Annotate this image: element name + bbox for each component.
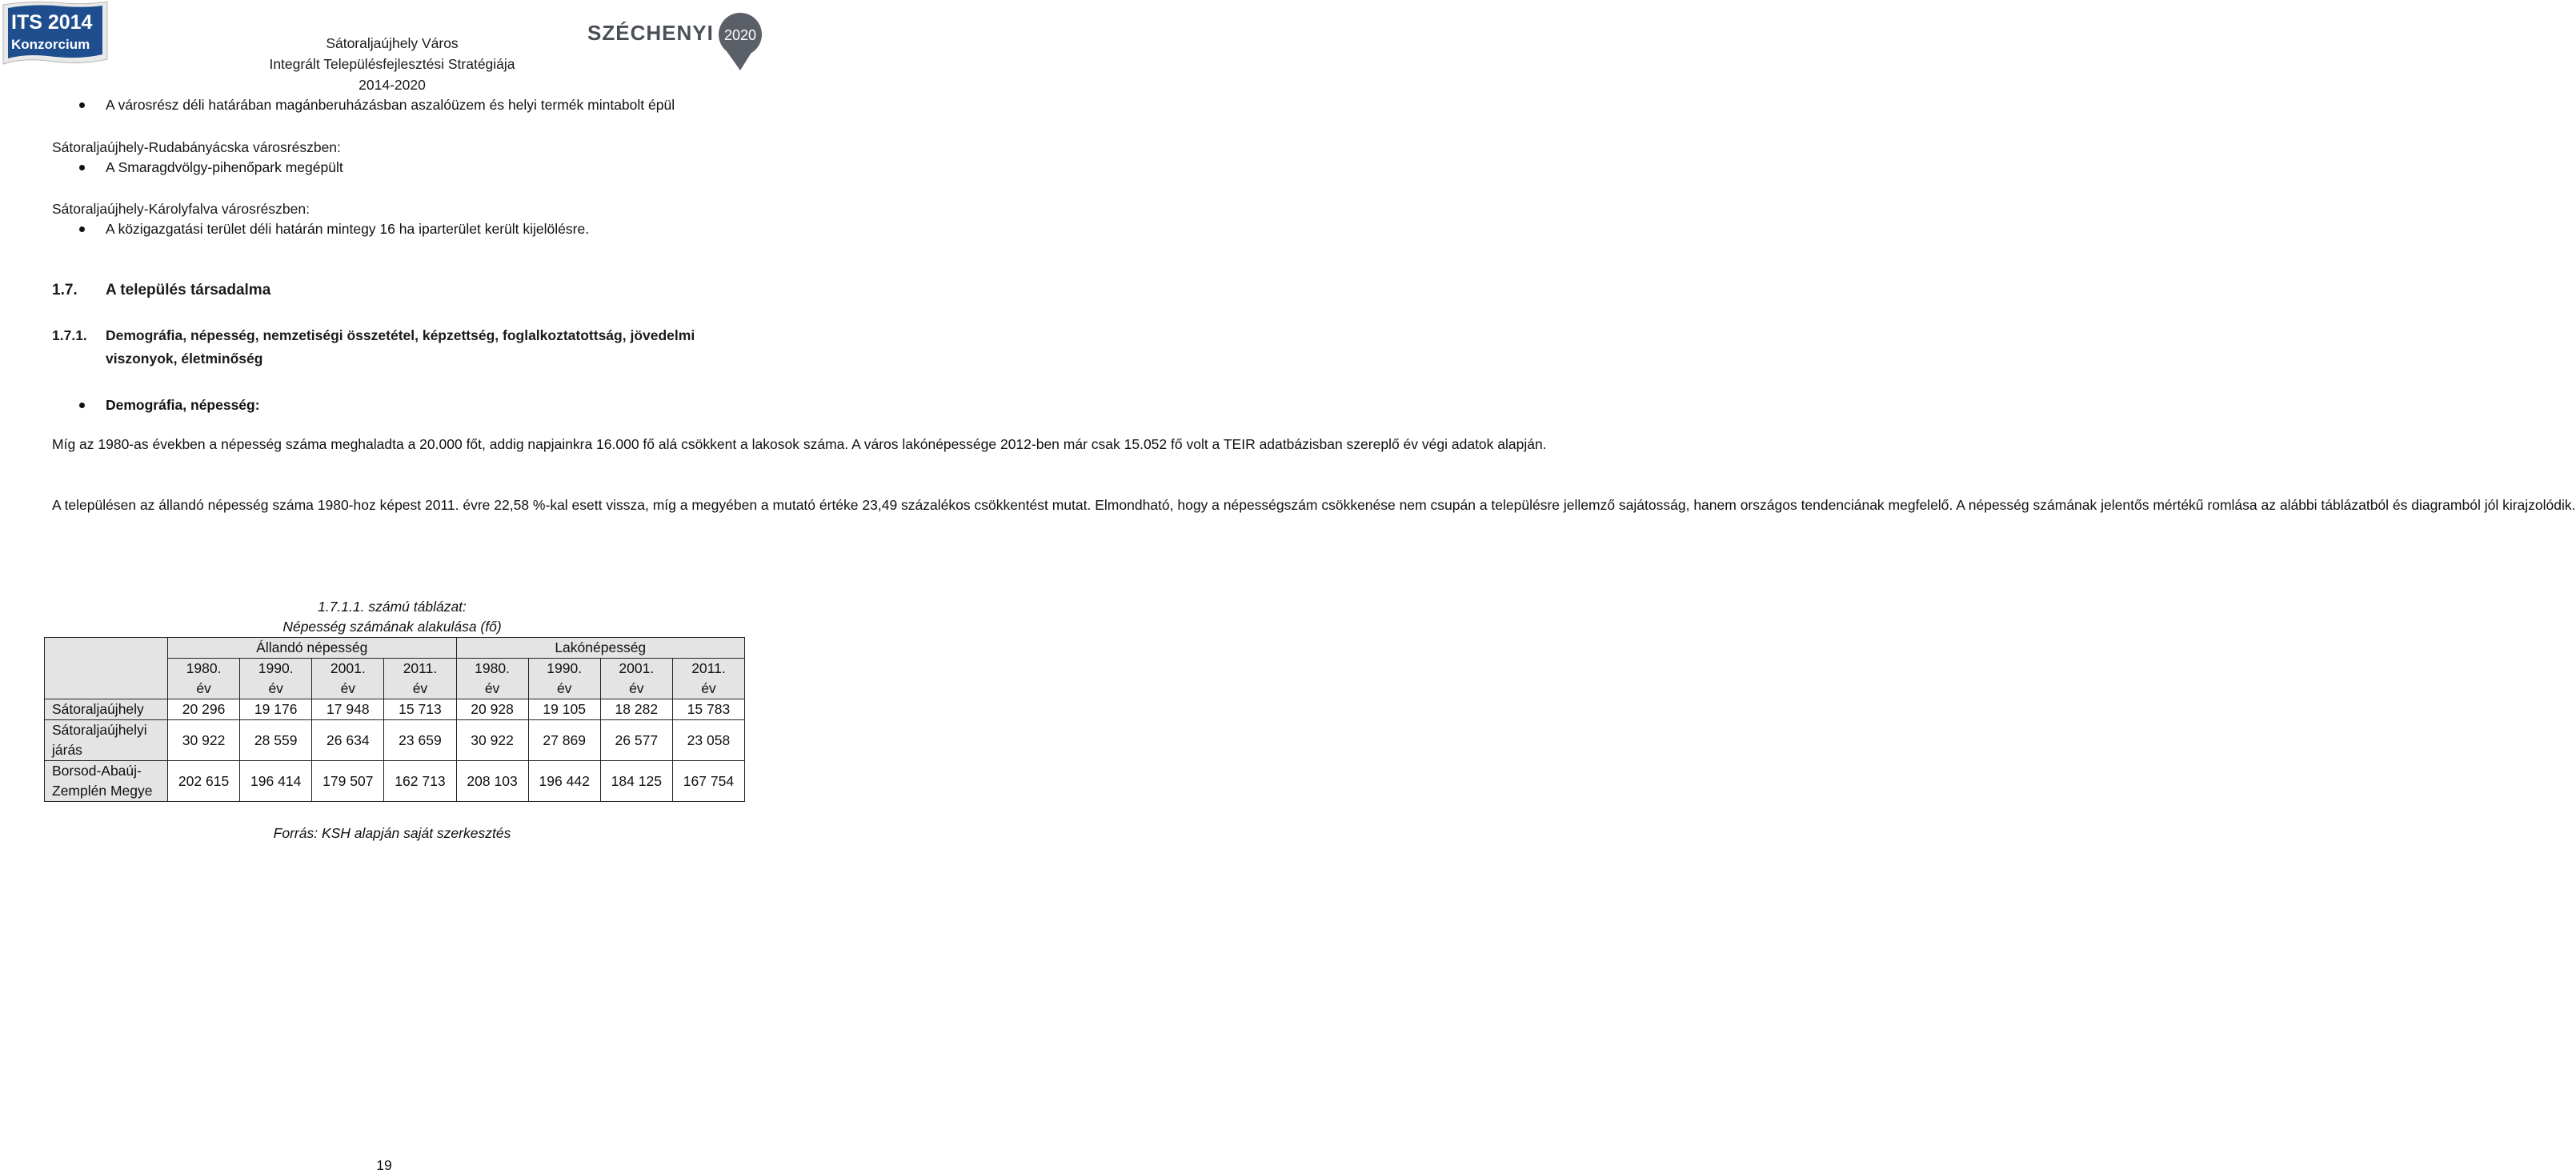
year-label: 1980.: [186, 660, 222, 676]
table-cell: 26 634: [312, 720, 384, 761]
year-header: [456, 659, 528, 699]
paragraph-line: megyében a mutató értéke 23,49 százalékos csökkentést mutat. Elmondható, hogy a népességszám: [691, 497, 1318, 513]
header-subtitle: Integrált Településfejlesztési Stratégiája: [269, 56, 515, 72]
year-unit: év: [701, 680, 716, 696]
bullet-dot: [79, 226, 85, 232]
table-cell: 167 754: [672, 761, 744, 802]
year-label: 2011.: [403, 660, 438, 676]
bullet-item: A városrész déli határában magánberuházásban aszalóüzem és helyi termék mintabolt épül: [106, 97, 675, 113]
year-unit: év: [268, 680, 283, 696]
year-header: [240, 659, 312, 699]
subsection-number: 1.7.1.: [52, 327, 87, 343]
subsection-title-line: Demográfia, népesség, nemzetiségi összetétel, képzettség, foglalkoztatottság, jövedelmi: [106, 327, 695, 343]
table-cell: 23 659: [384, 720, 456, 761]
table-cell: 15 783: [672, 699, 744, 720]
table-cell: 28 559: [240, 720, 312, 761]
table-cell: 202 615: [168, 761, 240, 802]
table-number: 1.7.1.1. számú táblázat:: [318, 599, 467, 615]
header-title: Sátoraljaújhely Város: [326, 35, 459, 51]
table-title: Népesség számának alakulása (fő): [282, 619, 502, 635]
page-number: 19: [376, 1157, 392, 1173]
its-2014-logo: [0, 0, 110, 67]
paragraph-line: A népesség számának jelentős mértékű romlása az alábbi táblázatból és diagramból jól kirajzolódik.: [1956, 497, 2576, 513]
year-unit: év: [629, 680, 644, 696]
table-corner-cell: [45, 638, 168, 699]
table-cell: 179 507: [312, 761, 384, 802]
table-cell: 19 176: [240, 699, 312, 720]
paragraph-line: csökkenése nem csupán a településre jellemző sajátosság, hanem országos tendenciának megfelelő.: [1321, 497, 1953, 513]
svg-text:2020: 2020: [723, 27, 757, 43]
year-header: [168, 659, 240, 699]
paragraph-line: adatbázisban szereplő év végi adatok alapján.: [1259, 436, 1547, 452]
year-label: 1990.: [547, 660, 583, 676]
year-header: [384, 659, 456, 699]
table-cell: 30 922: [168, 720, 240, 761]
population-table: [44, 637, 745, 802]
group-header: Lakónépesség: [456, 638, 745, 659]
table-cell: 26 577: [600, 720, 672, 761]
year-label: 2001.: [619, 660, 655, 676]
year-label: 1980.: [475, 660, 510, 676]
year-unit: év: [556, 680, 572, 696]
table-cell: 196 442: [528, 761, 600, 802]
table-row: [45, 720, 745, 761]
row-label: Sátoraljaújhelyi járás: [45, 720, 168, 761]
year-label: 2001.: [330, 660, 366, 676]
year-header: [600, 659, 672, 699]
table-cell: 18 282: [600, 699, 672, 720]
row-label: Sátoraljaújhely: [45, 699, 168, 720]
bullet-item: A közigazgatási terület déli határán mintegy 16 ha iparterület került kijelölésre.: [106, 221, 590, 237]
district-heading: Sátoraljaújhely-Károlyfalva városrészben:: [52, 201, 310, 217]
paragraph-line: csökkent a lakosok száma. A város lakónépessége 2012-ben már csak 15.052 fő volt a TEIR: [681, 436, 1256, 452]
bullet-dot: [79, 165, 85, 170]
district-heading: Sátoraljaújhely-Rudabányácska városrészben:: [52, 139, 341, 155]
table-body: [45, 699, 745, 802]
bullet-item: Demográfia, népesség:: [106, 397, 260, 413]
table-cell: 17 948: [312, 699, 384, 720]
szechenyi-2020-logo: [586, 8, 763, 72]
bullet-dot: [79, 403, 85, 408]
subsection-title-line: viszonyok, életminőség: [106, 351, 263, 367]
section-number: 1.7.: [52, 282, 78, 299]
year-header: [312, 659, 384, 699]
group-header: Állandó népesség: [168, 638, 457, 659]
header-years: 2014-2020: [359, 77, 426, 93]
year-unit: év: [412, 680, 428, 696]
table-cell: 23 058: [672, 720, 744, 761]
year-label: 2011.: [691, 660, 726, 676]
year-header: [528, 659, 600, 699]
bullet-item: A Smaragdvölgy-pihenőpark megépült: [106, 159, 343, 175]
svg-text:Konzorcium: Konzorcium: [11, 37, 90, 52]
table-cell: 208 103: [456, 761, 528, 802]
table-row: [45, 699, 745, 720]
year-header: [672, 659, 744, 699]
year-unit: év: [196, 680, 211, 696]
table-cell: 162 713: [384, 761, 456, 802]
table-cell: 196 414: [240, 761, 312, 802]
table-cell: 184 125: [600, 761, 672, 802]
table-cell: 20 296: [168, 699, 240, 720]
year-unit: év: [484, 680, 500, 696]
paragraph: [52, 495, 2576, 515]
paragraph-line: Míg az 1980-as években a népesség száma meghaladta a 20.000 főt, addig napjainkra 16.000 fő alá: [52, 436, 678, 452]
table-cell: 20 928: [456, 699, 528, 720]
table-header-row: [45, 638, 745, 659]
section-title: A település társadalma: [106, 282, 271, 299]
year-unit: év: [340, 680, 356, 696]
bullet-dot: [79, 102, 85, 108]
svg-text:SZÉCHENYI: SZÉCHENYI: [587, 21, 714, 45]
year-label: 1990.: [258, 660, 294, 676]
table-cell: 30 922: [456, 720, 528, 761]
table-row: [45, 761, 745, 802]
table-source: Forrás: KSH alapján saját szerkesztés: [273, 825, 511, 841]
table-cell: 15 713: [384, 699, 456, 720]
paragraph-line: A településen az állandó népesség száma 1980-hoz képest 2011. évre 22,58 %-kal esett vissza, míg a: [52, 497, 688, 513]
svg-text:ITS 2014: ITS 2014: [11, 11, 93, 34]
row-label: Borsod-Abaúj-Zemplén Megye: [45, 761, 168, 802]
table-cell: 27 869: [528, 720, 600, 761]
table-cell: 19 105: [528, 699, 600, 720]
paragraph: [52, 434, 1547, 455]
